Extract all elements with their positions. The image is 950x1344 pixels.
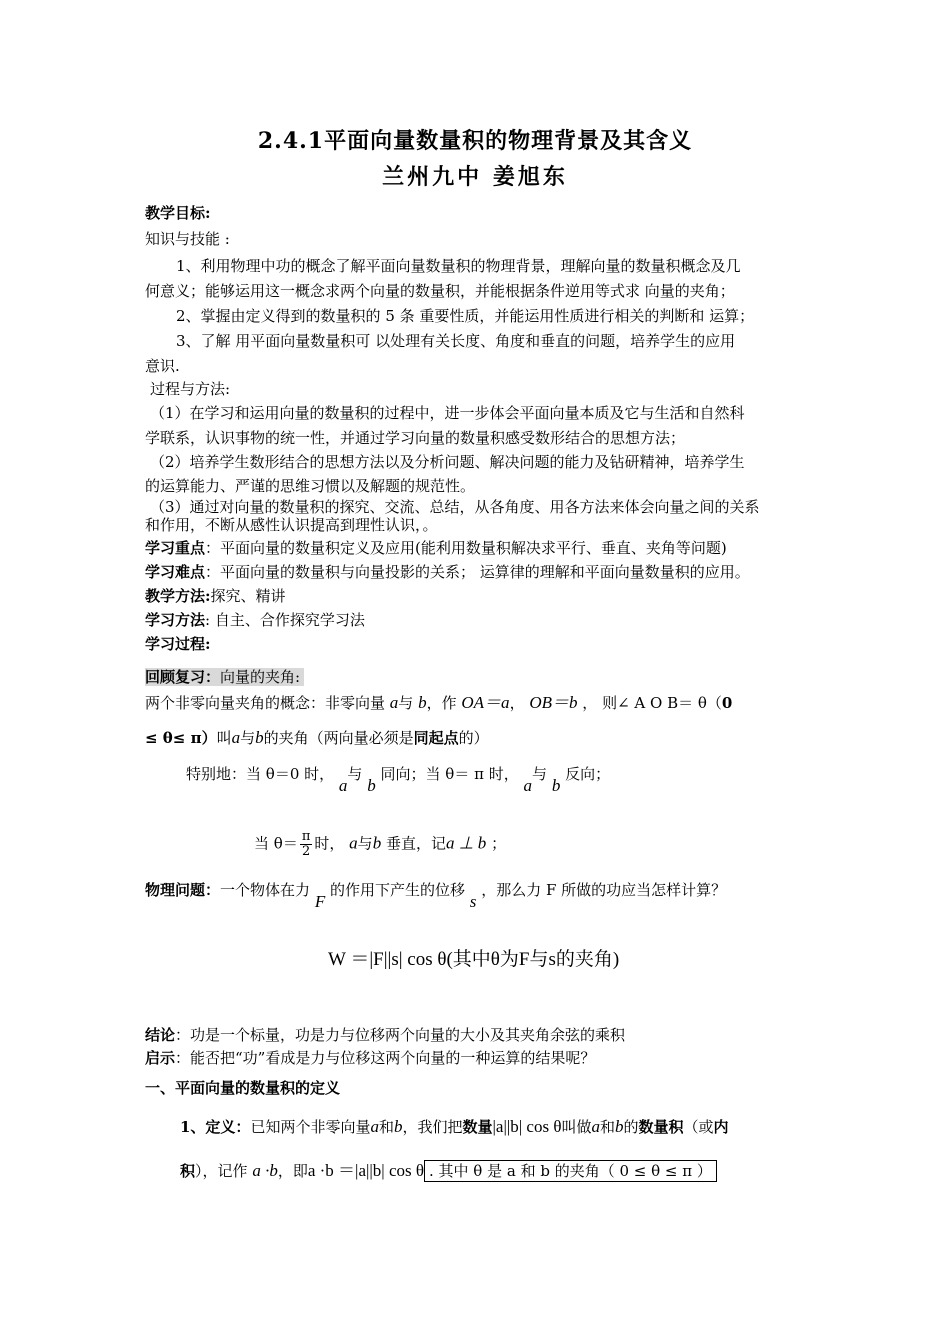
frac-den: 2 xyxy=(301,844,311,859)
definition-line-2 xyxy=(180,1160,717,1182)
a-dot-b: a ·b xyxy=(252,1161,278,1180)
physics-label: 物理问题： xyxy=(145,881,221,899)
opposite-dir-text: 反向； xyxy=(565,765,611,783)
goal-k1b: 何意义；能够运用这一概念求两个向量的数量积，并能根据条件逆用等式求 向量的夹角； xyxy=(145,282,735,300)
conclusion-text: ：功是一个标量，功是力与位移两个向量的大小及其夹角余弦的乘积 xyxy=(175,1026,626,1044)
def-vector-a: a xyxy=(370,1117,379,1136)
goal-k3a: 3、了解 用平面向量数量积可 以处理有关长度、角度和垂直的问题，培养学生的应用 xyxy=(176,332,736,350)
teach-method-line xyxy=(145,585,286,607)
special-case-line xyxy=(186,763,611,795)
same-origin-text: 同起点 xyxy=(413,729,459,747)
make-text: ，作 xyxy=(426,694,457,712)
angle-def-text: 两个非零向量夹角的概念：非零向量 xyxy=(145,694,386,712)
work-formula: W ＝|F||s| cos θ(其中θ为F与s的夹角) xyxy=(328,949,620,970)
def-vector-a-2: a xyxy=(591,1117,600,1136)
vector-b-5: b xyxy=(372,833,382,853)
vector-a: a xyxy=(389,693,399,712)
dot-product-name: 数量积 xyxy=(638,1118,684,1136)
key-text: ：平面向量的数量积定义及应用(能利用数量积解决求平行、垂直、夹角等问题) xyxy=(205,539,727,557)
of-word: 的 xyxy=(623,1118,639,1136)
difficulty-label: 学习难点 xyxy=(145,563,206,581)
quantity-word: 数量 xyxy=(462,1118,493,1136)
frac-num: π xyxy=(301,829,311,844)
dot-expr: |a||b| cos θ xyxy=(492,1117,562,1136)
physics-t1: 一个物体在力 xyxy=(220,881,311,899)
review-shade xyxy=(145,668,304,686)
learn-method-line xyxy=(145,609,365,631)
teach-method-label: 教学方法: xyxy=(145,587,211,605)
special-text: 特别地：当 xyxy=(186,765,262,783)
physics-line xyxy=(145,879,727,911)
oa-expr: OA＝a xyxy=(461,693,510,712)
def-vector-b-2: b xyxy=(615,1117,624,1136)
angle-end-text: 的） xyxy=(458,729,489,747)
hint-label: 启示 xyxy=(145,1049,176,1067)
pi-over-2 xyxy=(300,830,313,859)
teach-method-text: 探究、精讲 xyxy=(210,587,286,605)
conclusion-line xyxy=(145,1024,625,1046)
key-line xyxy=(145,537,727,559)
full-def-expr: a ·b ＝|a||b| cos θ xyxy=(307,1161,424,1180)
goal-p2a: （2）培养学生数形结合的思想方法以及分析问题、解决问题的能力及钻研精神，培养学生 xyxy=(150,453,745,471)
and-text: 与 xyxy=(398,694,414,712)
hint-text: ：能否把“功”看成是力与位移这两个向量的一种运算的结果呢？ xyxy=(175,1049,596,1067)
definition-t1: 已知两个非零向量 xyxy=(250,1118,371,1136)
section1-title: 一、平面向量的数量积的定义 xyxy=(145,1079,341,1097)
knowledge-heading: 知识与技能 : xyxy=(145,230,230,248)
and-text-3: 与 xyxy=(347,765,363,783)
perp-text: 垂直，记 xyxy=(385,834,446,853)
angle-def-line-1: 两个非零向量夹角的概念：非零向量 a与 b，作 OA＝a， OB＝b ， 则∠ A O B＝ θ（0 xyxy=(145,693,733,712)
vector-b-3: b xyxy=(367,776,376,795)
and-text-4: 与 xyxy=(532,765,548,783)
then-text: ， 则∠ A O B＝ θ（ xyxy=(582,694,722,712)
inner-word: 内 xyxy=(713,1118,729,1136)
key-label: 学习重点 xyxy=(145,539,206,557)
vector-b-4: b xyxy=(551,776,561,795)
angle-of-text: 的夹角（两向量必须是 xyxy=(263,729,414,747)
same-dir-text: 同向；当 xyxy=(380,765,441,783)
theta-pi: θ＝ π 时， xyxy=(445,765,519,783)
ob-expr: OB＝b xyxy=(529,693,578,712)
and-text-2: 与 xyxy=(240,729,256,747)
learn-method-label: 学习方法 xyxy=(145,611,206,629)
doc-title: 2.4.1平面向量数量积的物理背景及其含义 xyxy=(257,128,693,154)
written-word: ），记作 xyxy=(195,1162,248,1180)
semicolon: ； xyxy=(491,834,507,853)
learn-method-text: : 自主、合作探究学习法 xyxy=(205,611,365,629)
ie-word: ，即 xyxy=(277,1162,308,1180)
review-line xyxy=(145,666,304,688)
goal-k3b: 意识. xyxy=(145,357,180,375)
def-vector-b: b xyxy=(393,1117,403,1136)
angle-def-line-2 xyxy=(145,727,489,749)
conclusion-label: 结论 xyxy=(145,1026,176,1044)
perpendicular-line xyxy=(254,830,506,859)
time-text: 时， xyxy=(314,834,345,853)
goal-p3a: （3）通过对向量的数量积的探究、交流、总结，从各角度、用各方法来体会向量之间的关系 xyxy=(150,498,760,516)
definition-line-1 xyxy=(180,1116,729,1138)
vector-a-5: a xyxy=(349,833,358,853)
and-text-5: 与 xyxy=(357,834,373,853)
physics-t2: 的作用下产生的位移 xyxy=(329,881,465,899)
when-text: 当 xyxy=(254,834,270,853)
vector-b: b xyxy=(418,693,427,712)
review-text: 向量的夹角: xyxy=(220,668,301,686)
goal-k2: 2、掌握由定义得到的数量积的 5 条 重要性质，并能运用性质进行相关的判断和 运算； xyxy=(176,307,755,325)
goal-p1a: （1）在学习和运用向量的数量积的过程中，进一步体会平面向量本质及它与生活和自然科 xyxy=(150,404,745,422)
process-label: 学习过程: xyxy=(145,635,211,653)
force-F: F xyxy=(314,892,326,911)
definition-label: 1、定义： xyxy=(180,1118,251,1136)
goals-heading: 教学目标: xyxy=(145,204,211,222)
angle-range: ≤ θ≤ π） xyxy=(145,729,217,747)
def-and: 和 xyxy=(378,1118,394,1136)
or-word: （或 xyxy=(683,1118,714,1136)
angle-box: . 其中 θ 是 a 和 b 的夹角（ 0 ≤ θ ≤ π ） xyxy=(424,1160,717,1182)
goal-k1a: 1、利用物理中功的概念了解平面向量数量积的物理背景，理解向量的数量积概念及几 xyxy=(176,257,741,275)
def-and-2: 和 xyxy=(599,1118,615,1136)
review-label: 回顾复习： xyxy=(145,668,221,686)
vector-a-3: a xyxy=(338,776,348,795)
call-text: 叫 xyxy=(216,729,232,747)
ji-word: 积 xyxy=(180,1162,196,1180)
hint-line xyxy=(145,1047,595,1069)
definition-t2: ，我们把 xyxy=(402,1118,463,1136)
difficulty-line xyxy=(145,561,750,583)
vector-b-2: b xyxy=(255,728,264,747)
goal-p2b: 的运算能力、严谨的思维习惯以及解题的规范性。 xyxy=(145,477,476,495)
perp-symbol: a ⊥ b xyxy=(445,833,487,853)
doc-author: 兰州九中 姜旭东 xyxy=(382,164,568,190)
goal-p1b: 学联系，认识事物的统一性，并通过学习向量的数量积感受数形结合的思想方法； xyxy=(145,429,686,447)
goal-p3b: 和作用，不断从感性认识提高到理性认识，。 xyxy=(145,516,438,534)
vector-a-2: a xyxy=(231,728,241,747)
theta-zero: θ＝0 时， xyxy=(265,765,335,783)
physics-t3: ，那么力 F 所做的功应当怎样计算？ xyxy=(481,881,727,899)
process-heading: 过程与方法: xyxy=(150,380,231,398)
displacement-s: s xyxy=(469,892,477,911)
theta-eq: θ＝ xyxy=(273,834,298,853)
zero-text: 0 xyxy=(721,694,733,712)
difficulty-text: ：平面向量的数量积与向量投影的关系； 运算律的理解和平面向量数量积的应用。 xyxy=(205,563,750,581)
vector-a-4: a xyxy=(523,776,533,795)
call-word: 叫做 xyxy=(561,1118,592,1136)
